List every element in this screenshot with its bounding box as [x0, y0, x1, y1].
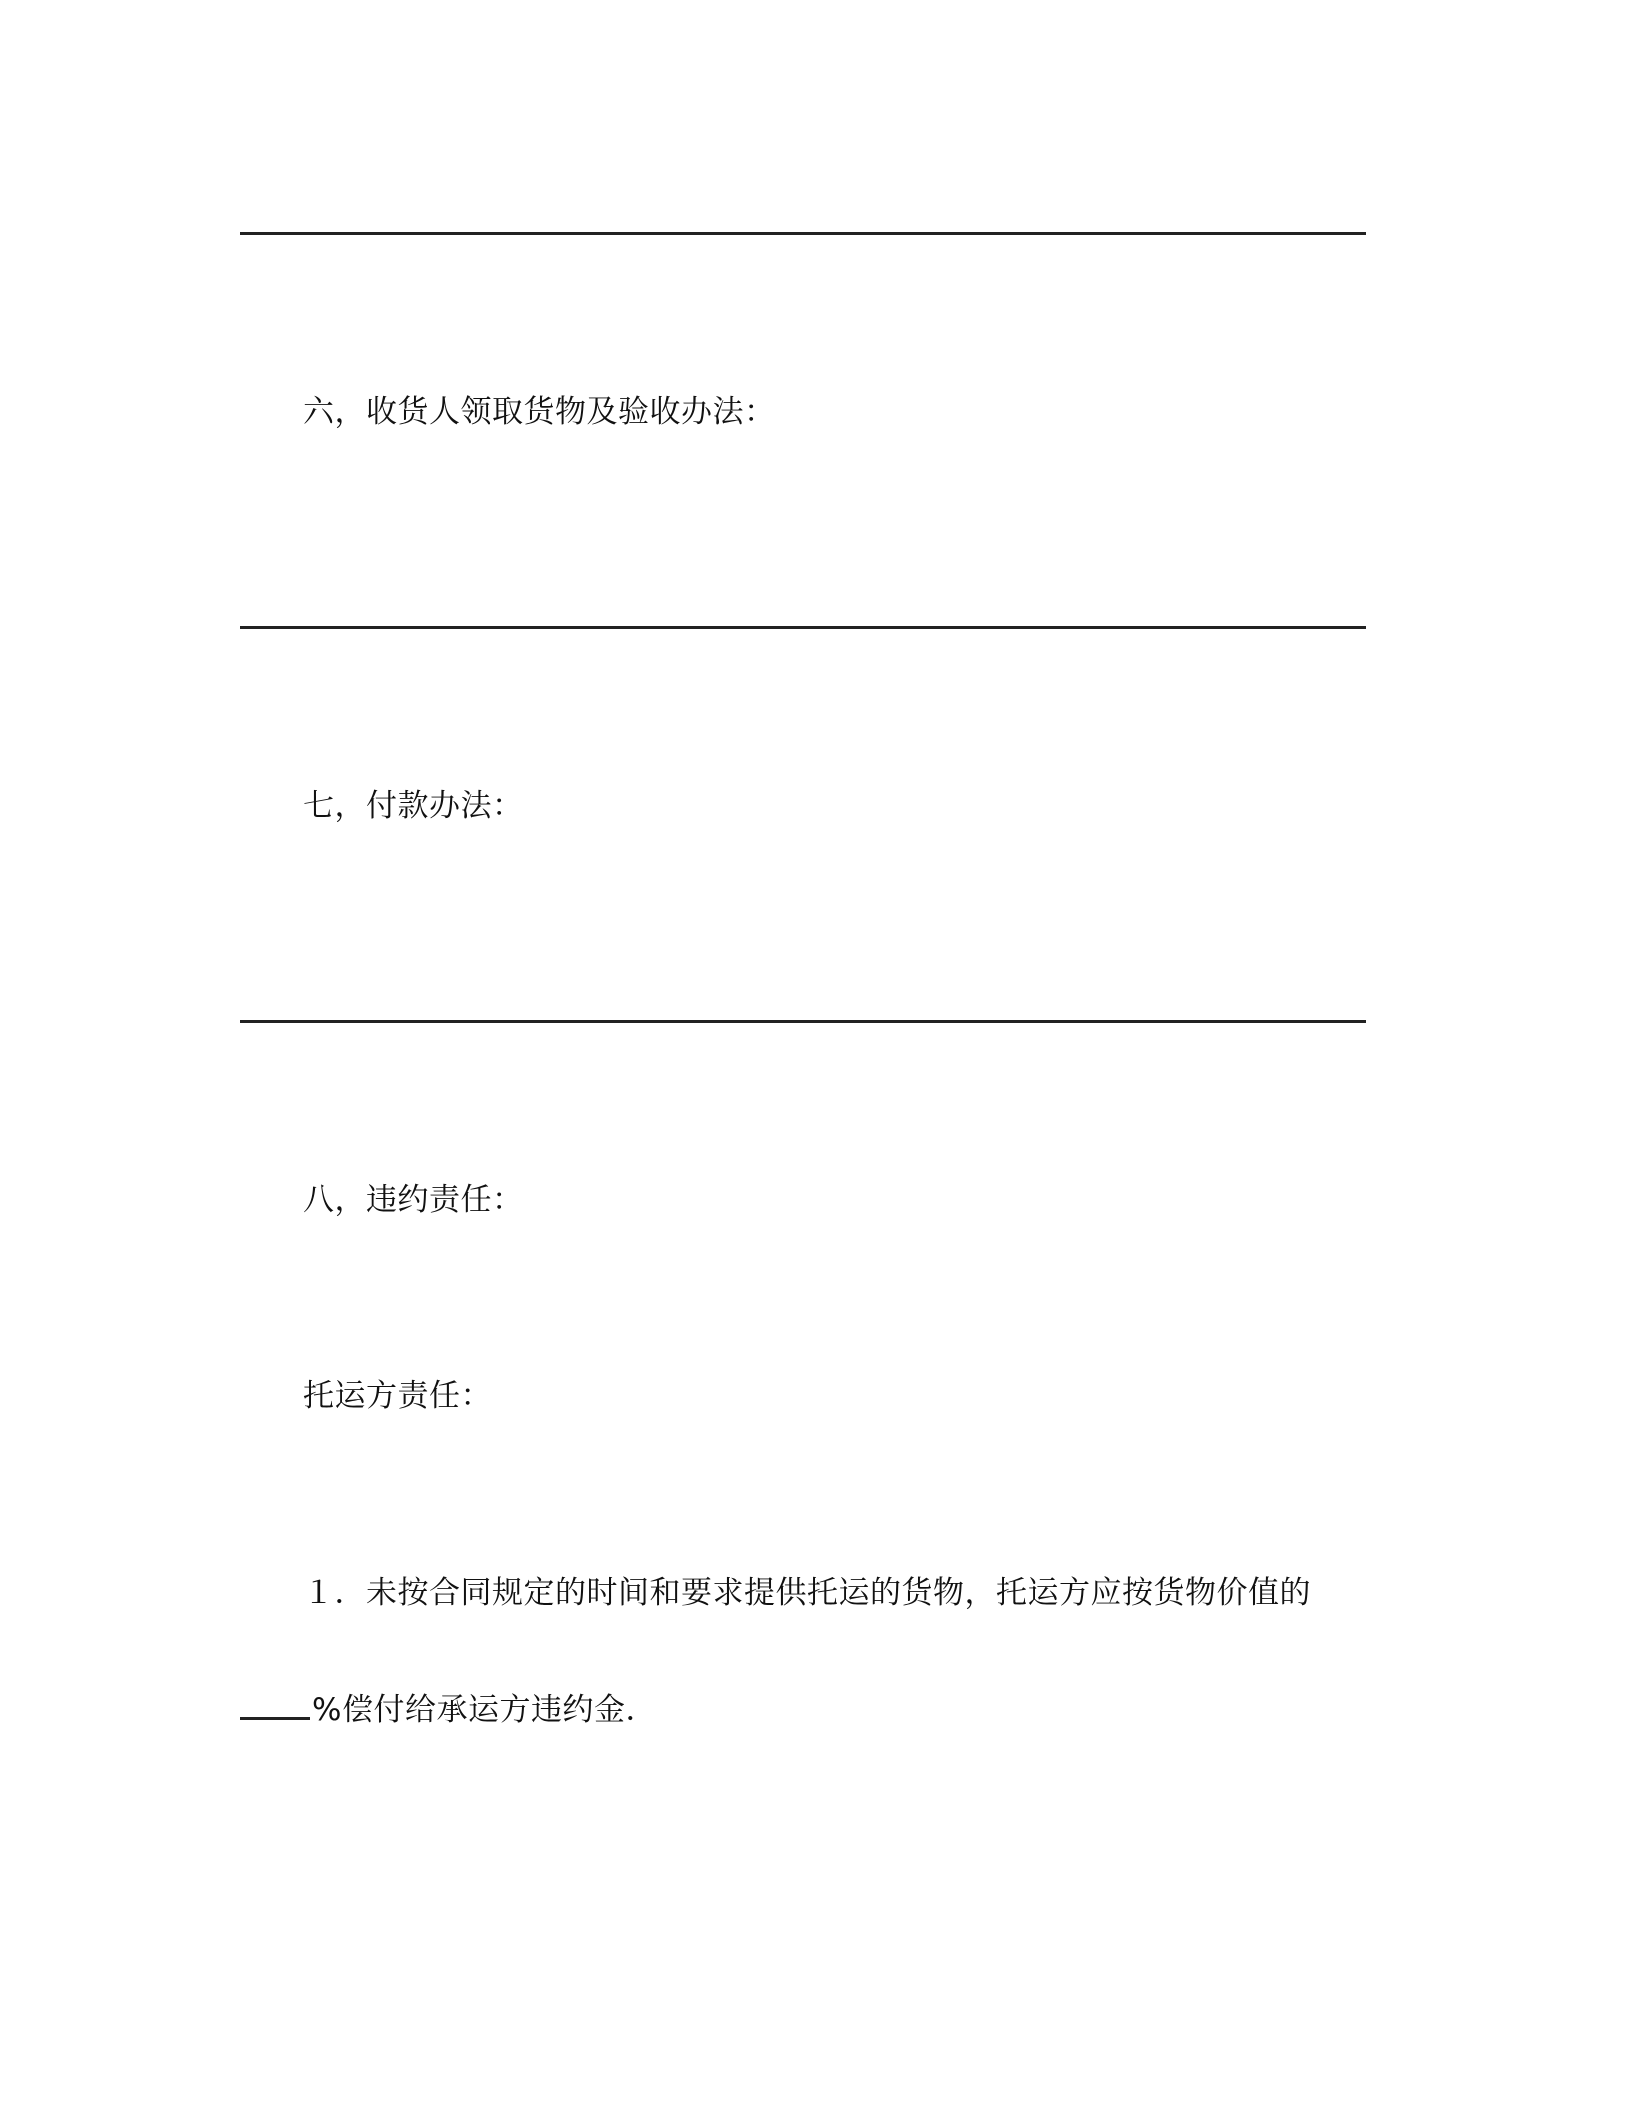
clause-1-line-2-text: %偿付给承运方违约金． [312, 1692, 657, 1728]
clause-1-line-2 [240, 1690, 657, 1730]
shipper-responsibility-heading: 托运方责任： [303, 1378, 492, 1414]
fill-in-line-3 [240, 1020, 1366, 1023]
section-seven-heading: 七，付款办法： [303, 788, 524, 824]
section-six-heading: 六，收货人领取货物及验收办法： [303, 394, 776, 430]
fill-in-line-1 [240, 232, 1366, 235]
percent-blank [240, 1691, 310, 1720]
section-eight-heading: 八，违约责任： [303, 1182, 524, 1218]
clause-1-line-1: １．未按合同规定的时间和要求提供托运的货物，托运方应按货物价值的 [303, 1575, 1311, 1611]
fill-in-line-2 [240, 626, 1366, 629]
